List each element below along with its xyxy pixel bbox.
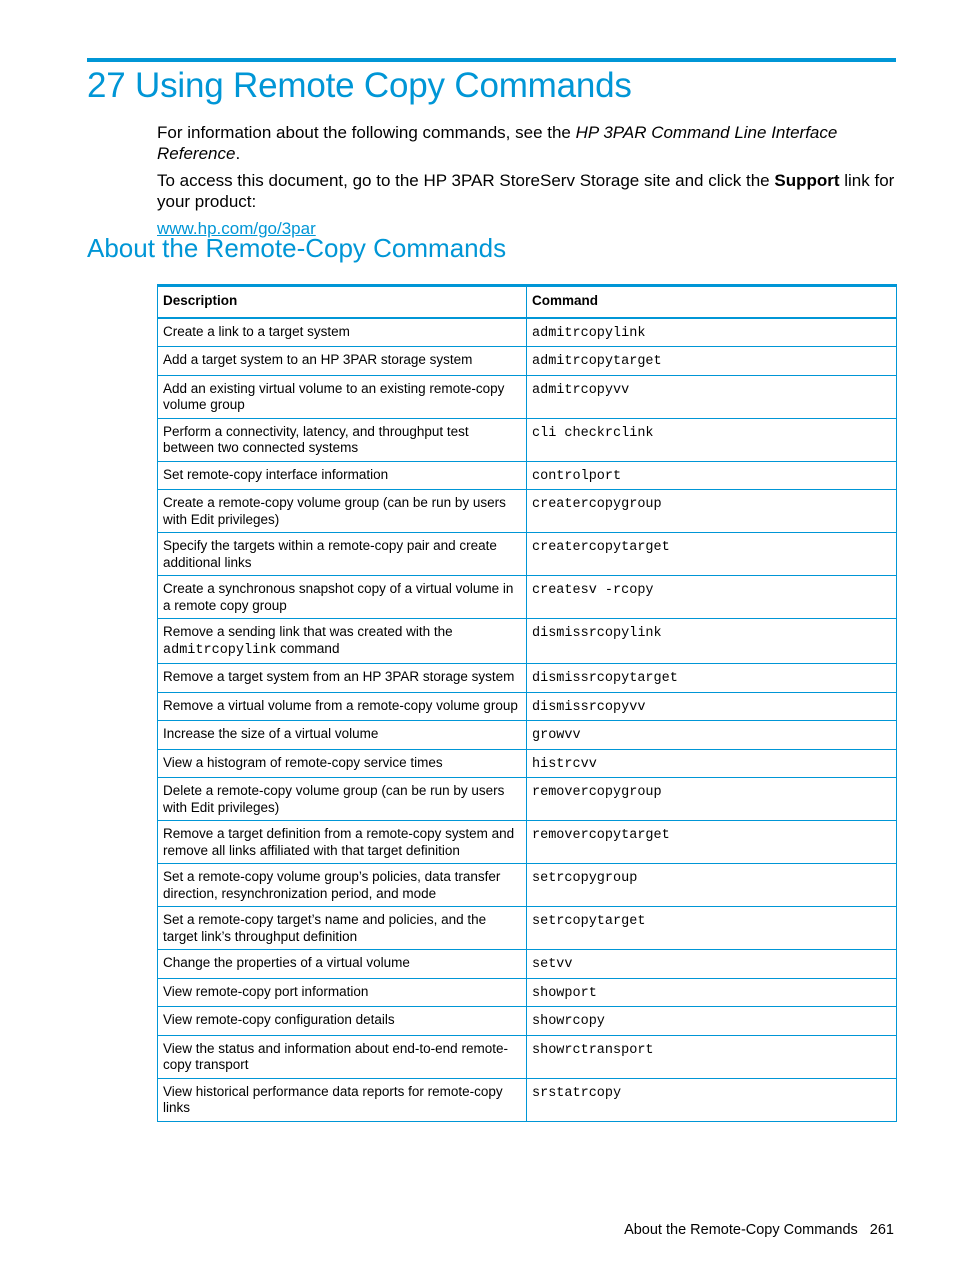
command-name: removercopytarget	[527, 821, 897, 864]
description-text: Remove a sending link that was created with the	[163, 624, 453, 639]
footer-section-title: About the Remote-Copy Commands	[624, 1222, 858, 1238]
table-row	[158, 490, 897, 533]
description-text: command	[276, 640, 340, 656]
command-description: Set remote-copy interface information	[158, 461, 527, 490]
command-description: Delete a remote-copy volume group (can be run by users with Edit privileges)	[158, 778, 527, 821]
command-name: showport	[527, 978, 897, 1007]
command-name: setrcopygroup	[527, 864, 897, 907]
table-row	[158, 821, 897, 864]
intro-text: link for your product:	[157, 171, 895, 211]
command-description: Change the properties of a virtual volume	[158, 950, 527, 979]
remote-copy-commands-table	[157, 284, 897, 1122]
command-description	[158, 619, 527, 664]
table-row	[158, 692, 897, 721]
command-description: View a histogram of remote-copy service times	[158, 749, 527, 778]
command-name: srstatrcopy	[527, 1078, 897, 1121]
chapter-title: 27 Using Remote Copy Commands	[87, 66, 632, 105]
inline-command-code: admitrcopylink	[163, 642, 277, 658]
table-row	[158, 461, 897, 490]
command-name: dismissrcopyvv	[527, 692, 897, 721]
command-name: setrcopytarget	[527, 907, 897, 950]
command-description: Increase the size of a virtual volume	[158, 721, 527, 750]
command-name: histrcvv	[527, 749, 897, 778]
intro-text: For information about the following commands, see the	[157, 123, 576, 142]
table-row	[158, 907, 897, 950]
command-name: createsv -rcopy	[527, 576, 897, 619]
table-row	[158, 749, 897, 778]
page-number: 261	[869, 1222, 894, 1238]
table-row	[158, 418, 897, 461]
table-row	[158, 576, 897, 619]
command-description: Remove a virtual volume from a remote-copy volume group	[158, 692, 527, 721]
support-label: Support	[774, 171, 840, 190]
table-body	[158, 318, 897, 1122]
column-header-command: Command	[527, 286, 897, 318]
command-description: Add a target system to an HP 3PAR storage system	[158, 347, 527, 376]
command-description: View remote-copy port information	[158, 978, 527, 1007]
command-name: dismissrcopytarget	[527, 664, 897, 693]
table-row	[158, 978, 897, 1007]
intro-section	[157, 122, 897, 245]
command-description: Create a link to a target system	[158, 318, 527, 347]
command-name: showrcopy	[527, 1007, 897, 1036]
command-description: Perform a connectivity, latency, and throughput test between two connected systems	[158, 418, 527, 461]
table-row	[158, 1007, 897, 1036]
command-description: Create a synchronous snapshot copy of a virtual volume in a remote copy group	[158, 576, 527, 619]
intro-paragraph-reference	[157, 122, 897, 164]
command-name: showrctransport	[527, 1035, 897, 1078]
table-row	[158, 950, 897, 979]
command-name: controlport	[527, 461, 897, 490]
table-header-row	[158, 286, 897, 318]
command-name: admitrcopytarget	[527, 347, 897, 376]
command-description: View historical performance data reports for remote-copy links	[158, 1078, 527, 1121]
command-description: Set a remote-copy volume group’s policies, data transfer direction, resynchronization period, and mode	[158, 864, 527, 907]
command-name: dismissrcopylink	[527, 619, 897, 664]
command-description: View remote-copy configuration details	[158, 1007, 527, 1036]
command-description: Remove a target system from an HP 3PAR storage system	[158, 664, 527, 693]
command-description: Set a remote-copy target’s name and policies, and the target link’s throughput definition	[158, 907, 527, 950]
hp-3par-link[interactable]: www.hp.com/go/3par	[157, 219, 316, 238]
reference-title: HP 3PAR Command Line Interface Reference	[157, 123, 838, 163]
command-name: admitrcopyvv	[527, 375, 897, 418]
table-row	[158, 619, 897, 664]
table-row	[158, 533, 897, 576]
page-footer	[624, 1222, 894, 1238]
table-row	[158, 864, 897, 907]
table-row	[158, 347, 897, 376]
intro-text: To access this document, go to the HP 3PAR StoreServ Storage site and click the	[157, 171, 775, 190]
command-name: setvv	[527, 950, 897, 979]
intro-text: .	[235, 144, 241, 163]
table-row	[158, 664, 897, 693]
command-description: Specify the targets within a remote-copy pair and create additional links	[158, 533, 527, 576]
command-name: creatercopygroup	[527, 490, 897, 533]
command-description: View the status and information about end-to-end remote-copy transport	[158, 1035, 527, 1078]
table-row	[158, 778, 897, 821]
table-row	[158, 1035, 897, 1078]
command-description: Remove a target definition from a remote-copy system and remove all links affiliated with that target definition	[158, 821, 527, 864]
command-name: removercopygroup	[527, 778, 897, 821]
section-title: About the Remote-Copy Commands	[87, 233, 507, 263]
command-name: cli checkrclink	[527, 418, 897, 461]
table-row	[158, 375, 897, 418]
command-description: Add an existing virtual volume to an existing remote-copy volume group	[158, 375, 527, 418]
command-name: growvv	[527, 721, 897, 750]
command-name: creatercopytarget	[527, 533, 897, 576]
command-name: admitrcopylink	[527, 318, 897, 347]
intro-paragraph-access	[157, 170, 897, 212]
table-row	[158, 1078, 897, 1121]
table-row	[158, 721, 897, 750]
column-header-description: Description	[158, 286, 527, 318]
table-row	[158, 318, 897, 347]
command-description: Create a remote-copy volume group (can be run by users with Edit privileges)	[158, 490, 527, 533]
